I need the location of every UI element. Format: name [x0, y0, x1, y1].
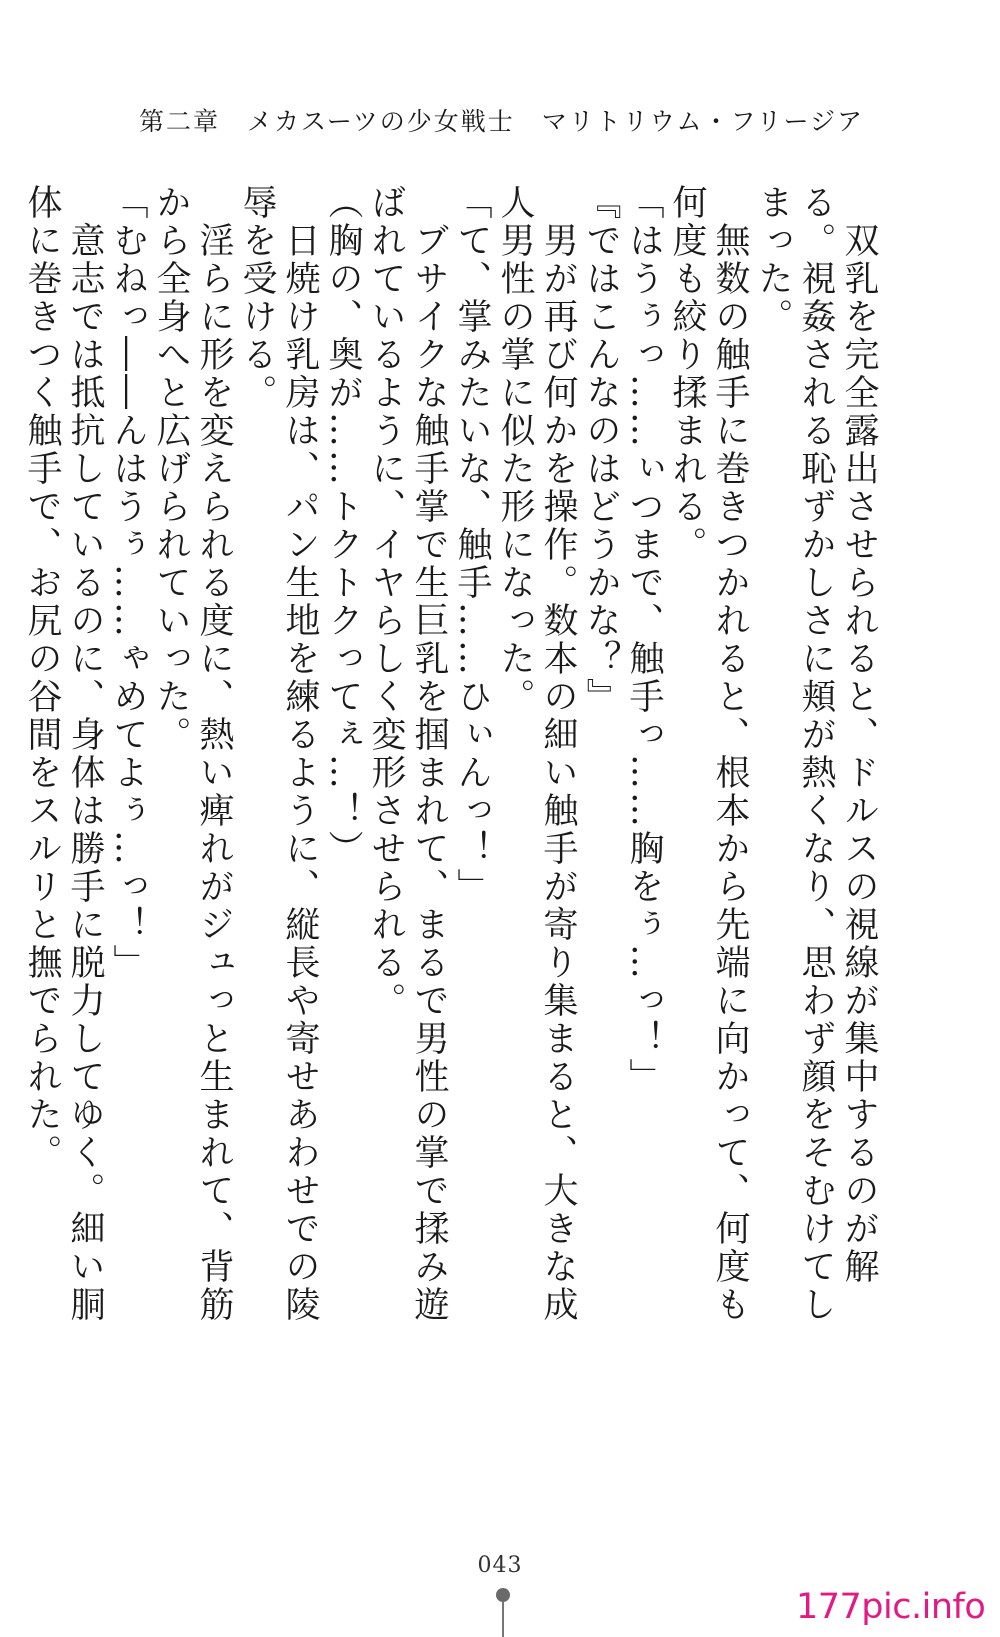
paragraph: （胸の、奥が……トクトクってぇ…！） — [323, 184, 363, 868]
paragraph: 男が再び何かを操作。数本の細い触手が寄り集まると、大きな成人男性の掌に似た形になった。 — [495, 184, 578, 1324]
paragraph: 「て、掌みたいな、触手……ひぃんっ！」 — [452, 184, 492, 906]
paragraph: 淫らに形を変えられる度に、熱い痺れがジュっと生まれて、背筋から全身へと広げられていった。 — [151, 184, 234, 1324]
page-marker-dot-icon — [496, 1588, 510, 1602]
running-head: 第二章 メカスーツの少女戦士 マリトリウム・フリージア — [139, 107, 865, 136]
paragraph: 意志では抵抗しているのに、身体は勝手に脱力してゆく。細い胴体に巻きつく触手で、お尻の谷間をスルリと撫でられた。 — [22, 184, 105, 1324]
paragraph: 『ではこんなのはどうかな？』 — [581, 184, 621, 716]
page-number: 043 — [477, 1553, 523, 1578]
paragraph: 「はうぅっ……ぃつまで、触手っ……胸をぅ…っ！」 — [624, 184, 664, 1096]
paragraph: ブサイクな触手掌で生巨乳を掴まれて、まるで男性の掌で揉み遊ばれているように、イヤらしく変形させられる。 — [366, 184, 449, 1324]
paragraph: 「むねっ――んはうぅ……ゃめてよぅ…っ！」 — [108, 184, 148, 982]
body-text — [22, 184, 880, 1344]
paragraph: 無数の触手に巻きつかれると、根本から先端に向かって、何度も何度も絞り揉まれる。 — [667, 184, 750, 1324]
paragraph: 日焼け乳房は、パン生地を練るように、縦長や寄せあわせでの陵辱を受ける。 — [237, 184, 320, 1324]
watermark: 177pic.info — [796, 1587, 986, 1627]
paragraph: 双乳を完全露出させられると、ドルスの視線が集中するのが解る。視姦される恥ずかしさに頬が熱くなり、思わず顔をそむけてしまった。 — [753, 184, 879, 1324]
page-marker-line — [502, 1602, 504, 1637]
